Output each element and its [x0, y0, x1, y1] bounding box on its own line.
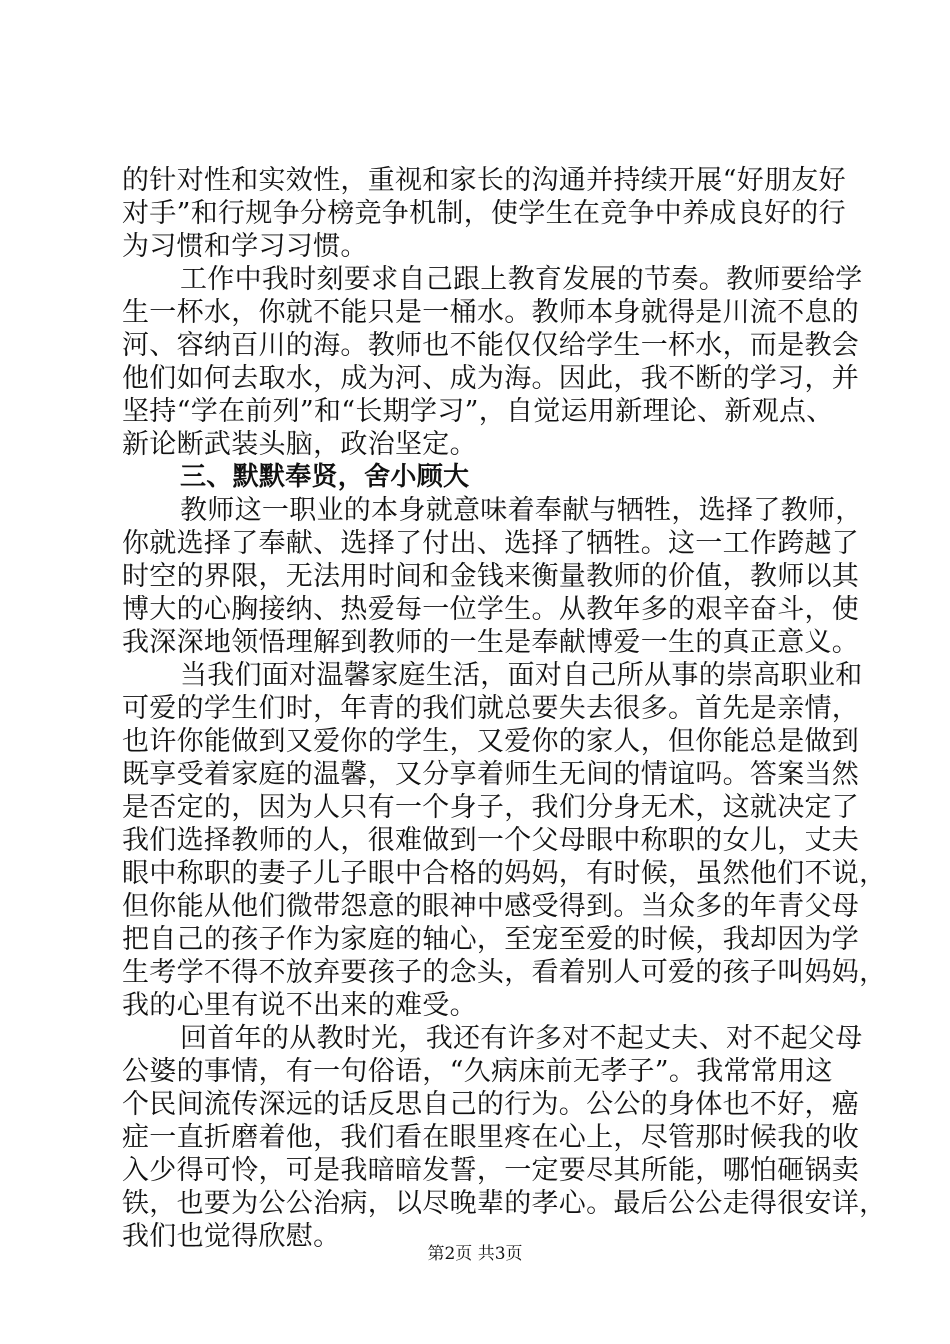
text-line: 既享受着家庭的温馨，又分享着师生无间的情谊吗。答案当然 — [122, 759, 860, 790]
text-line: 生一杯水，你就不能只是一桶水。教师本身就得是川流不息的 — [122, 297, 860, 328]
text-line: 我们也觉得欣慰。 — [122, 1221, 341, 1252]
text-line: 你就选择了奉献、选择了付出、选择了牺牲。这一工作跨越了 — [122, 528, 860, 559]
text-line: 博大的心胸接纳、热爱每一位学生。从教年多的艰辛奋斗，使 — [122, 594, 860, 625]
page-number-footer: 第2页 共3页 — [427, 1244, 523, 1264]
text-line: 个民间流传深远的话反思自己的行为。公公的身体也不好，癌 — [122, 1089, 860, 1120]
text-line: 但你能从他们微带怨意的眼神中感受得到。当众多的年青父母 — [122, 891, 860, 922]
text-line: 我们选择教师的人，很难做到一个父母眼中称职的女儿，丈夫 — [122, 825, 860, 856]
text-line: 可爱的学生们时，年青的我们就总要失去很多。首先是亲情， — [122, 693, 860, 724]
text-line: 他们如何去取水，成为河、成为海。因此，我不断的学习，并 — [122, 363, 860, 394]
text-line: 对手”和行规争分榜竞争机制，使学生在竞争中养成良好的行 — [122, 198, 846, 229]
text-line: 新论断武装头脑，政治坚定。 — [122, 429, 477, 460]
text-line: 坚持“学在前列”和“长期学习”，自觉运用新理论、新观点、 — [122, 396, 834, 427]
text-line: 的针对性和实效性，重视和家长的沟通并持续开展“好朋友好 — [122, 165, 846, 196]
text-line: 为习惯和学习习惯。 — [122, 231, 368, 262]
text-line: 时空的界限，无法用时间和金钱来衡量教师的价值，教师以其 — [122, 561, 860, 592]
text-line: 河、容纳百川的海。教师也不能仅仅给学生一杯水，而是教会 — [122, 330, 860, 361]
text-line: 症一直折磨着他，我们看在眼里疼在心上，尽管那时候我的收 — [122, 1122, 860, 1153]
text-line: 生考学不得不放弃要孩子的念头，看着别人可爱的孩子叫妈妈， — [122, 957, 887, 988]
paragraph-first-line: 回首年的从教时光，我还有许多对不起丈夫、对不起父母 — [180, 1023, 863, 1054]
text-line: 眼中称职的妻子儿子眼中合格的妈妈，有时候，虽然他们不说， — [122, 858, 887, 889]
paragraph-first-line: 工作中我时刻要求自己跟上教育发展的节奏。教师要给学 — [180, 264, 863, 295]
text-line: 入少得可怜，可是我暗暗发誓，一定要尽其所能，哪怕砸锅卖 — [122, 1155, 860, 1186]
text-line: 是否定的，因为人只有一个身子，我们分身无术，这就决定了 — [122, 792, 860, 823]
text-line: 铁，也要为公公治病，以尽晚辈的孝心。最后公公走得很安详， — [122, 1188, 887, 1219]
text-line: 也许你能做到又爱你的学生，又爱你的家人，但你能总是做到 — [122, 726, 860, 757]
section-heading: 三、默默奉贤，舍小顾大 — [180, 462, 470, 492]
text-line: 把自己的孩子作为家庭的轴心，至宠至爱的时候，我却因为学 — [122, 924, 860, 955]
paragraph-first-line: 教师这一职业的本身就意味着奉献与牺牲，选择了教师， — [180, 495, 863, 526]
text-line: 我的心里有说不出来的难受。 — [122, 990, 477, 1021]
text-line: 我深深地领悟理解到教师的一生是奉献博爱一生的真正意义。 — [122, 627, 860, 658]
document-body — [122, 164, 887, 1253]
text-line: 公婆的事情，有一句俗语，“久病床前无孝子”。我常常用这 — [122, 1056, 833, 1087]
paragraph-first-line: 当我们面对温馨家庭生活，面对自己所从事的崇高职业和 — [180, 660, 863, 691]
